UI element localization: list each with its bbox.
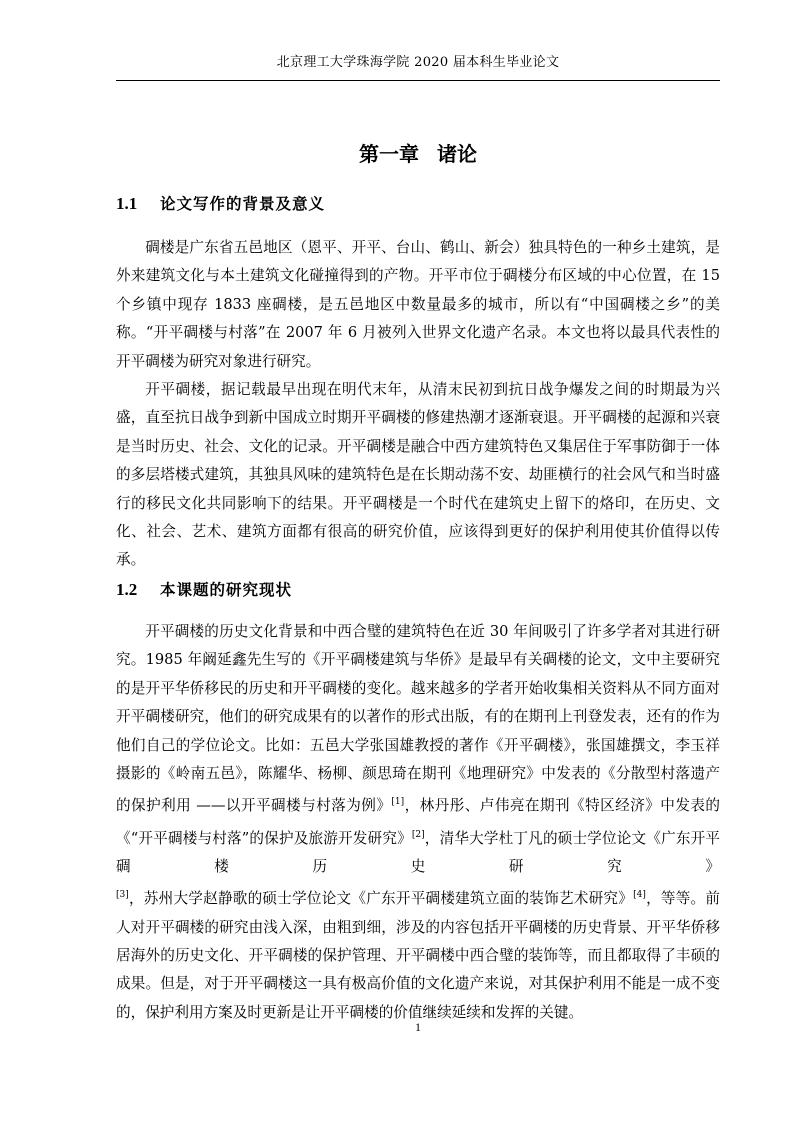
- header-text: 北京理工大学珠海学院 2020 届本科生毕业论文: [276, 55, 560, 70]
- citation-ref-3: [3]: [116, 890, 129, 901]
- citation-ref-4: [4]: [633, 890, 646, 901]
- section-heading-1-2: [116, 578, 720, 602]
- chapter-name: 诸论: [437, 142, 477, 166]
- chapter-title: [116, 140, 720, 168]
- page-header: [116, 50, 720, 81]
- paragraph-segment: ，清华大学杜丁凡的硕士学位论文《广东开平碉楼历史研究》: [116, 829, 720, 875]
- section-number: 1.2: [116, 580, 138, 599]
- page-number: 1: [415, 1020, 421, 1034]
- citation-ref-1: [1]: [391, 797, 405, 808]
- section-title: 本课题的研究现状: [160, 581, 293, 599]
- citation-ref-2: [2]: [411, 829, 425, 840]
- chapter-number: 第一章: [359, 142, 419, 166]
- paragraph-segment: ，等等。前人对开平碉楼的研究由浅入深，由粗到细，涉及的内容包括开平碉楼的历史背景、开平华侨移居海外的历史文化、开平碉楼的保护管理、开平碉楼中西合璧的装饰等，而且都取得了丰硕的成果。但是，对于开平碉楼这一具有极高价值的文化遗产来说，对其保护利用不能是一成不变的，保护利用方案及时更新是让开平碉楼的价值继续延续和发挥的关键。: [116, 890, 720, 1021]
- paragraph-segment: ，林丹彤、卢伟亮在期刊《特区经济》中发表的《“开平碉楼与村落”的保护及旅游开发研究》: [116, 797, 721, 847]
- paragraph-segment: 开平碉楼的历史文化背景和中西合璧的建筑特色在近 30 年间吸引了许多学者对其进行研究。1985 年阚延鑫先生写的《开平碉楼建筑与华侨》是最早有关碉楼的论文，文中主要研究的是开平华侨移民的历史和开平碉楼的变化。越来越多的学者开始收集相关资料从不同方面对开平碉楼研究，他们的研究成果有的以著作的形式出版，有的在期刊上刊登发表，还有的作为他们自己的学位论文。比如：五邑大学张国雄教授的著作《开平碉楼》，张国雄撰文，李玉祥摄影的《岭南五邑》，陈耀华、杨柳、颜思琦在期刊《地理研究》中发表的《分散型村落遗产的保护利用 ——以开平碉楼与村落为例》: [116, 623, 720, 815]
- section-title: 论文写作的背景及意义: [160, 195, 326, 213]
- paragraph-background-1: 碉楼是广东省五邑地区（恩平、开平、台山、鹤山、新会）独具特色的一种乡土建筑，是外来建筑文化与本土建筑文化碰撞得到的产物。开平市位于碉楼分布区域的中心位置，在 15 个乡镇中现存 1833 座碉楼，是五邑地区中数量最多的城市，所以有“中国碉楼之乡”的美称。“开平碉楼与村落”在 2007 年 6 月被列入世界文化遗产名录。本文也将以最具代表性的开平碉楼为研究对象进行研究。: [116, 239, 720, 370]
- paragraph-segment: ，苏州大学赵静歌的硕士学位论文《广东开平碉楼建筑立面的装饰艺术研究》: [128, 890, 634, 908]
- section-heading-1-1: [116, 192, 720, 216]
- section-number: 1.1: [116, 194, 138, 213]
- paragraph-background-2: 开平碉楼，据记载最早出现在明代末年，从清末民初到抗日战争爆发之间的时期最为兴盛，直至抗日战争到新中国成立时期开平碉楼的修建热潮才逐渐衰退。开平碉楼的起源和兴衰是当时历史、社会、文化的记录。开平碉楼是融合中西方建筑特色又集居住于军事防御于一体的多层塔楼式建筑，其独具风味的建筑特色是在长期动荡不安、劫匪横行的社会风气和当时盛行的移民文化共同影响下的结果。开平碉楼是一个时代在建筑史上留下的烙印，在历史、文化、社会、艺术、建筑方面都有很高的研究价值，应该得到更好的保护利用使其价值得以传承。: [116, 381, 720, 569]
- paragraph-research-status: [116, 618, 720, 1027]
